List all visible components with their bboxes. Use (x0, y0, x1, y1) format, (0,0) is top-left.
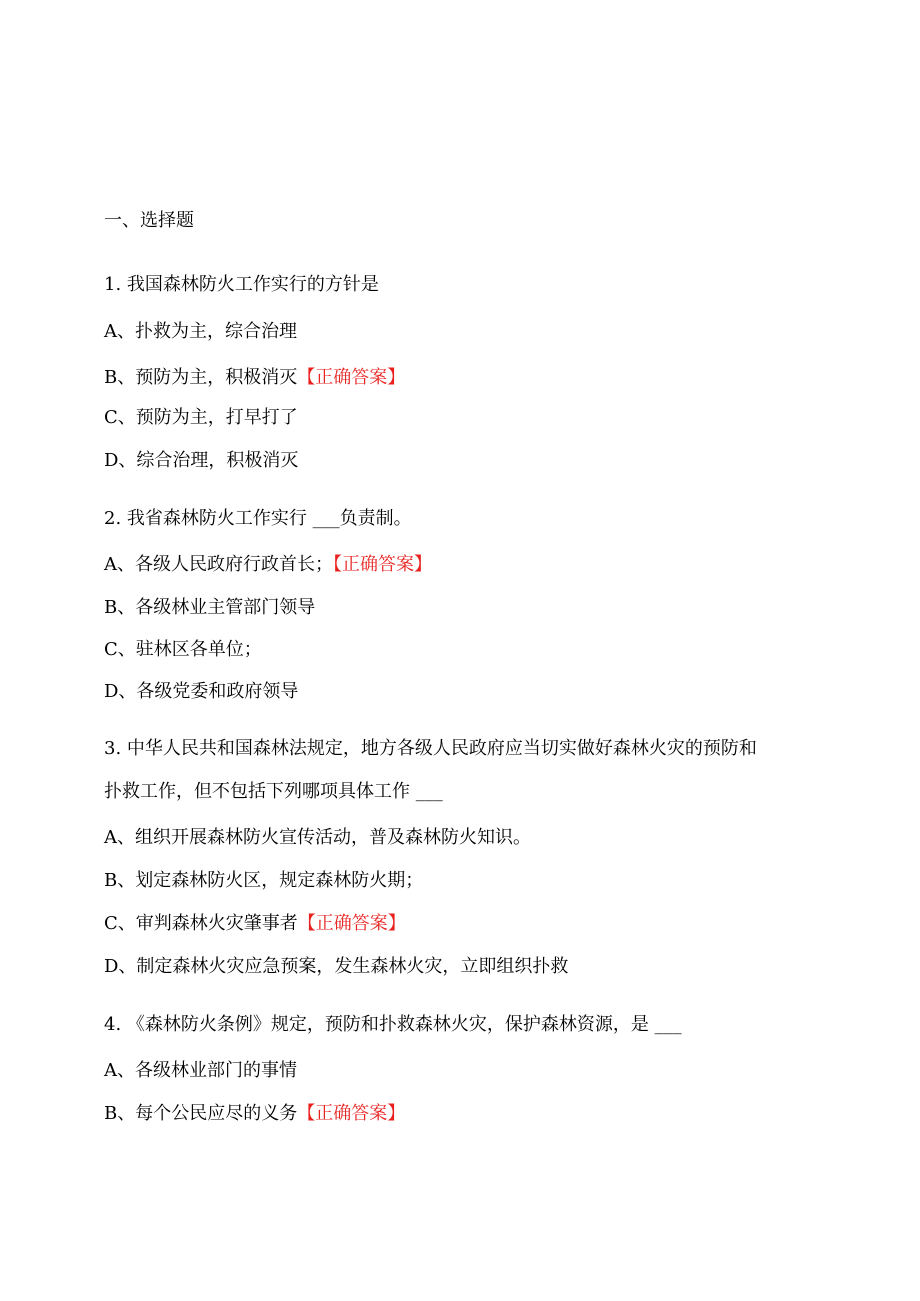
correct-answer-tag: 【正确答案】 (297, 367, 406, 388)
option-text: A、组织开展森林防火宣传活动，普及森林防火知识。 (104, 827, 531, 848)
question-4-stem: 4. 《森林防火条例》规定，预防和扑救森林火灾，保护森林资源，是 ___ (104, 1014, 682, 1035)
question-2-option-c (104, 638, 262, 662)
question-2-option-d (104, 680, 298, 704)
option-text: D、制定森林火灾应急预案，发生森林火灾，立即组织扑救 (104, 956, 569, 977)
option-text: B、各级林业主管部门领导 (104, 597, 316, 618)
question-3-option-c (104, 912, 406, 936)
section-title: 一、选择题 (104, 210, 194, 231)
correct-answer-tag: 【正确答案】 (333, 554, 432, 575)
option-text: C、驻林区各单位； (104, 639, 262, 660)
option-text: C、预防为主，打早打了 (104, 407, 298, 428)
question-3-stem-line-1: 3. 中华人民共和国森林法规定，地方各级人民政府应当切实做好森林火灾的预防和 (104, 738, 757, 759)
option-text: D、各级党委和政府领导 (104, 681, 299, 702)
question-2-option-b (104, 596, 315, 620)
option-text: A、扑救为主，综合治理 (104, 321, 297, 342)
question-3-option-d (104, 955, 568, 979)
option-text: A、各级林业部门的事情 (104, 1060, 297, 1081)
question-2-stem: 2. 我省森林防火工作实行 ___负责制。 (104, 508, 412, 529)
question-3-option-a (104, 826, 531, 850)
question-1-option-c (104, 406, 298, 430)
option-text: A、各级人民政府行政首长； (104, 554, 333, 575)
option-text: B、划定森林防火区，规定森林防火期； (104, 870, 424, 891)
question-1-stem: 1. 我国森林防火工作实行的方针是 (104, 274, 379, 295)
question-1-option-d (104, 449, 298, 473)
question-4-option-a (104, 1059, 297, 1083)
correct-answer-tag: 【正确答案】 (297, 1103, 406, 1124)
question-1-option-b (104, 366, 405, 390)
question-3-stem-line-2: 扑救工作，但不包括下列哪项具体工作 ___ (104, 781, 443, 802)
question-2-option-a (104, 553, 432, 577)
option-text: B、每个公民应尽的义务 (104, 1103, 298, 1124)
question-4-option-b (104, 1102, 405, 1126)
option-text: B、预防为主，积极消灭 (104, 367, 298, 388)
option-text: C、审判森林火灾肇事者 (104, 913, 298, 934)
question-3-option-b (104, 869, 423, 893)
option-text: D、综合治理，积极消灭 (104, 450, 299, 471)
question-1-option-a (104, 320, 297, 344)
correct-answer-tag: 【正确答案】 (297, 913, 406, 934)
